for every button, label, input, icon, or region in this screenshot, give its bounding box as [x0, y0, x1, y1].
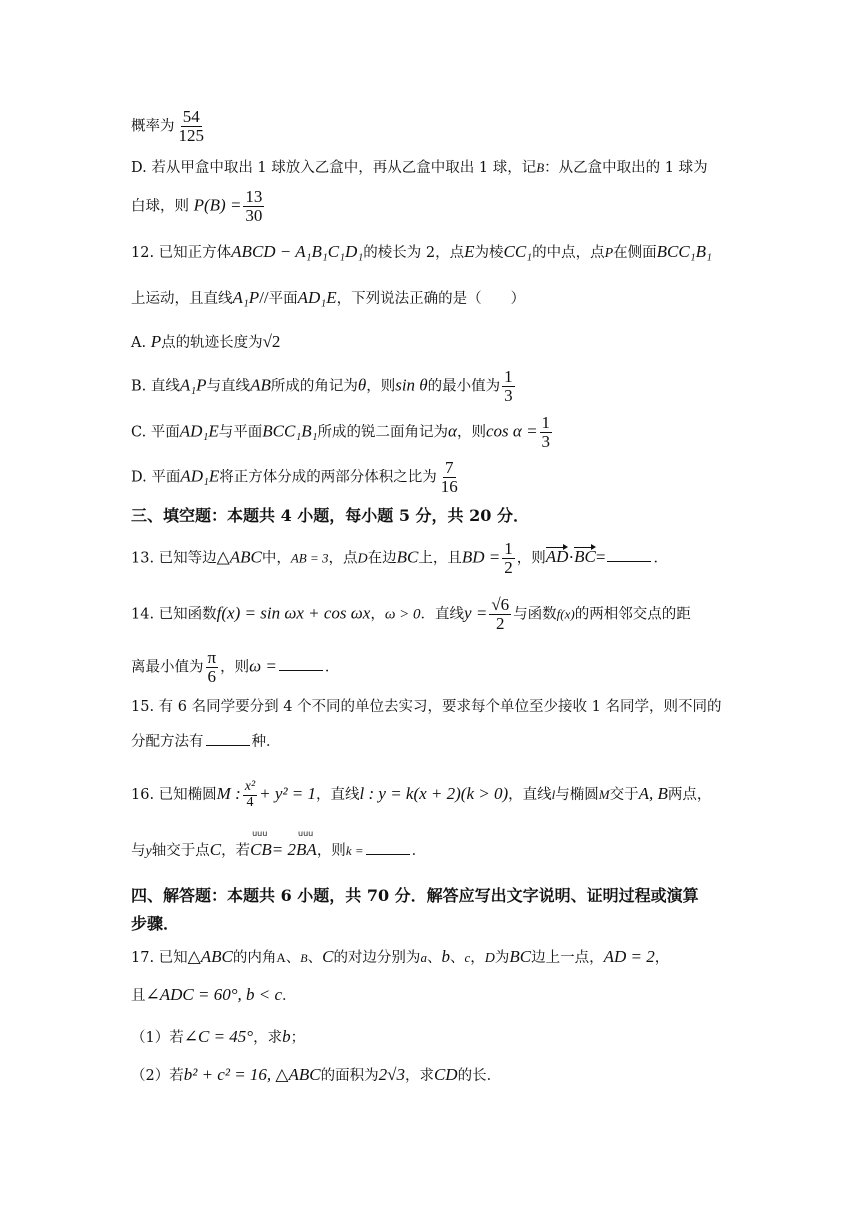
vector-cb: uuu CB [250, 829, 272, 859]
q12-c-fraction: $\frac{1}{3}$ [541, 413, 551, 451]
section-4-heading-line1: 四、解答题：本题共 6 小题，共 70 分．解答应写出文字说明、证明过程或演算 [131, 886, 699, 905]
q14-pi-fraction: $\frac{\pi}{6}$ [207, 648, 217, 686]
vector-ad: AD [545, 547, 569, 567]
q16-line1: 16. 已知椭圆M : $\frac{\text{x²}}{4}$ + y² = 1，直线l : y = k(x + 2)(k > 0)，直线l与椭圆M交于A, B两点， [131, 779, 712, 810]
q14-line1: 14. 已知函数f(x) = sin ωx + cos ωx，ω > 0．直线y = $\frac{√6}{2}$ 与函数f(x)的两相邻交点的距 [131, 595, 691, 633]
q13: 13. 已知等边△ABC中，AB = 3，点D在边BC上，且BD = $\frac{1}{2}$ ，则AD·BC= ． [131, 539, 668, 577]
q12-option-b: B. 直线A₁P与直线AB所成的角记为θ，则sin θ的最小值为 $\frac{1}{3}$ [131, 367, 513, 405]
prob-line [131, 108, 208, 145]
q12-stem-line1: 12. 已知正方体ABCD − A₁B₁C₁D₁的棱长为 2，点E为棱CC₁的中点，点P在侧面BCC₁B₁ [131, 242, 712, 261]
q14-line2: 离最小值为 $\frac{\pi}{6}$ ，则ω = ． [131, 648, 340, 686]
q13-fraction: $\frac{1}{2}$ [504, 539, 513, 577]
q14-sqrt6-fraction: $\frac{√6}{2}$ [491, 595, 510, 633]
answer-blank-16 [366, 842, 410, 855]
vector-bc: BC [574, 547, 596, 567]
q17-stem-line2: 且∠ADC = 60°, b < c． [131, 985, 297, 1004]
section-3-heading: 三、填空题：本题共 4 小题，每小题 5 分，共 20 分． [131, 506, 529, 525]
q12-b-fraction: $\frac{1}{3}$ [504, 367, 513, 405]
q17-part-1: （1）若∠C = 45°，求b； [131, 1027, 306, 1046]
q12-option-d: D. 平面AD₁E将正方体分成的两部分体积之比为 $\frac{7}{16}$ [131, 458, 458, 496]
answer-blank-14 [279, 658, 323, 671]
q11-d-fraction: $\frac{13}{30}$ [245, 187, 263, 225]
q12-stem-line2: 上运动，且直线A₁P//平面AD₁E，下列说法正确的是（ ） [131, 288, 526, 307]
answer-blank-13 [607, 549, 651, 562]
prob-fraction: $\frac{54}{125}$ [178, 107, 204, 145]
prob-prefix: 概率为 [131, 118, 175, 135]
q16-ellipse-fraction: $\frac{\text{x²}}{4}$ [244, 779, 256, 810]
answer-blank-15 [206, 733, 250, 746]
vector-ba: uuu BA [296, 829, 317, 859]
q15-line2: 分配方法有 种． [131, 734, 281, 750]
q17-part-2: （2）若b² + c² = 16, △ABC的面积为2√3，求CD的长． [131, 1065, 502, 1084]
q15-line1: 15. 有 6 名同学要分到 4 个不同的单位去实习，要求每个单位至少接收 1 名同学，则不同的 [131, 699, 722, 715]
q17-stem-line1: 17. 已知△ABC的内角A、B、C的对边分别为a、b、c，D为BC边上一点，AD = 2， [131, 947, 670, 966]
q12-option-c: C. 平面AD₁E与平面BCC₁B₁所成的锐二面角记为α，则cos α = $\frac{1}{3}$ [131, 413, 551, 451]
section-4-heading-line2: 步骤． [131, 914, 180, 933]
q16-line2: 与y轴交于点C，若 uuu CB= 2 uuu BA，则k = ． [131, 829, 427, 859]
q11-option-d-line1: D. 若从甲盒中取出 1 球放入乙盒中，再从乙盒中取出 1 球，记B：从乙盒中取出的 1 球为 [131, 160, 708, 176]
q11-option-d-line2: 白球，则 P(B) = $\frac{13}{30}$ [131, 187, 263, 225]
q12-option-a: A. P点的轨迹长度为√2 [131, 332, 281, 351]
q12-d-fraction: $\frac{7}{16}$ [440, 458, 458, 496]
